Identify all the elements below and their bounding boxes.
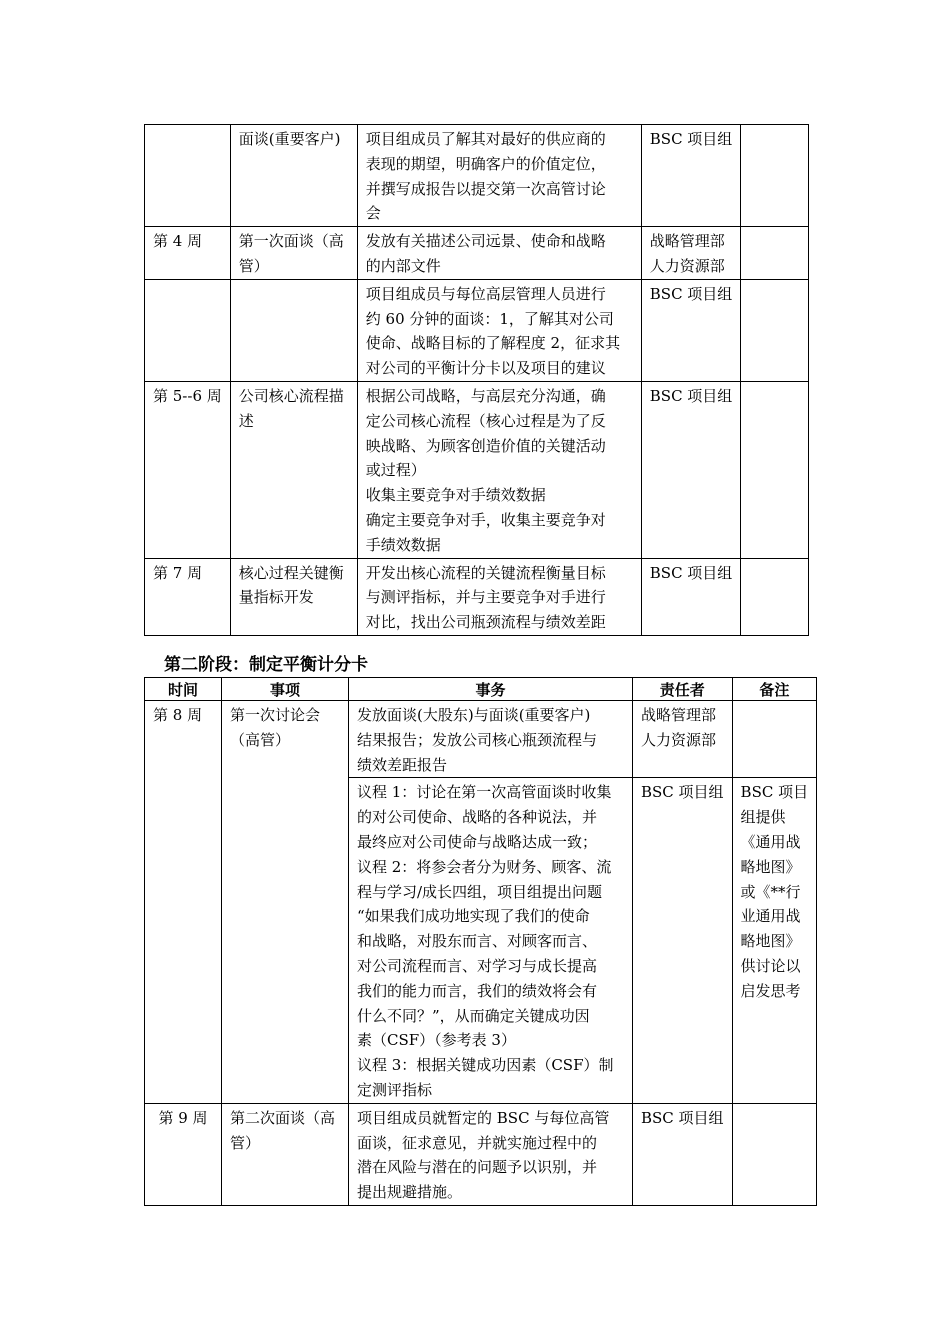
table-row (145, 279, 809, 381)
time-cell-text: 第 7 周 (153, 563, 203, 582)
schedule-table-phase1 (144, 124, 809, 636)
note-cell (741, 558, 809, 635)
task-cell-line: 议程 2：将参会者分为财务、顾客、流 (357, 857, 612, 876)
item-cell-line: （高管） (230, 730, 291, 749)
task-cell-line: 提出规避措施。 (357, 1183, 463, 1202)
task-cell (357, 381, 641, 558)
time-cell (145, 558, 231, 635)
owner-cell (641, 558, 741, 635)
task-cell-line: 对公司的平衡计分卡以及项目的建议 (365, 359, 606, 378)
owner-cell-line: 战略管理部 (641, 706, 717, 724)
task-cell (357, 558, 641, 635)
time-cell (145, 227, 231, 280)
owner-cell-line: 人力资源部 (641, 730, 717, 749)
time-cell-text: 第 4 周 (153, 232, 203, 251)
item-cell-line: 面谈(重要客户) (238, 130, 341, 148)
time-cell (145, 701, 222, 1104)
item-cell-line: 量指标开发 (238, 588, 314, 607)
time-cell (145, 1103, 222, 1205)
note-cell-line: 《通用战 (740, 832, 801, 851)
table-row (145, 227, 809, 280)
schedule-table-phase2 (144, 677, 817, 1206)
note-cell-line: 略地图》 (740, 932, 801, 951)
task-cell-line: 手绩效数据 (365, 535, 441, 554)
note-cell-line: 或《**行 (740, 882, 801, 901)
note-cell (741, 125, 809, 227)
item-cell-line: 核心过程关键衡 (238, 563, 344, 582)
task-cell-line: 的对公司使命、战略的各种说法，并 (357, 808, 598, 827)
task-cell-line: 定测评指标 (357, 1080, 433, 1099)
owner-cell-line: BSC 项目组 (641, 1108, 724, 1127)
task-cell-line: 项目组成员与每位高层管理人员进行 (365, 284, 606, 303)
task-cell-line: 面谈，征求意见，并就实施过程中的 (357, 1133, 598, 1152)
table-header-row (145, 678, 817, 701)
task-cell (349, 1103, 633, 1205)
note-cell-line: 启发思考 (740, 981, 801, 1000)
table-row (145, 558, 809, 635)
note-cell-line: 业通用战 (740, 907, 801, 926)
task-cell-line: 对比，找出公司瓶颈流程与绩效差距 (365, 613, 606, 632)
task-cell-line: 使命、战略目标的了解程度 2，征求其 (365, 334, 621, 353)
task-cell-line: 什么不同？”，从而确定关键成功因 (357, 1006, 590, 1025)
task-cell (349, 778, 633, 1103)
task-cell-line: 定公司核心流程（核心过程是为了反 (365, 411, 606, 430)
task-cell (349, 701, 633, 778)
owner-cell (641, 381, 741, 558)
task-cell-line: 开发出核心流程的关键流程衡量目标 (365, 563, 606, 582)
note-cell (732, 778, 817, 1103)
time-cell-text: 第 5--6 周 (153, 386, 222, 405)
item-cell (222, 701, 349, 1104)
table-row (145, 701, 817, 778)
owner-cell (633, 701, 733, 778)
owner-cell-line: BSC 项目组 (649, 563, 733, 582)
task-cell-line: 发放有关描述公司远景、使命和战略 (365, 232, 606, 251)
owner-cell-line: 战略管理部 (649, 232, 725, 251)
header-note: 备注 (732, 678, 817, 701)
task-cell-line: 潜在风险与潜在的问题予以识别，并 (357, 1158, 598, 1177)
task-cell-line: 收集主要竞争对手绩效数据 (365, 486, 546, 505)
note-cell (732, 1103, 817, 1205)
task-cell-line: 结果报告；发放公司核心瓶颈流程与 (357, 730, 598, 749)
header-owner: 责任者 (633, 678, 733, 701)
task-cell-line: 素（CSF）（参考表 3） (357, 1031, 516, 1050)
note-cell (741, 227, 809, 280)
task-cell-line: 约 60 分钟的面谈：1，了解其对公司 (365, 309, 614, 328)
item-cell-line: 第一次面谈（高 (238, 232, 344, 251)
time-cell-text: 第 8 周 (153, 706, 203, 724)
item-cell (230, 558, 357, 635)
owner-cell-line: BSC 项目组 (649, 130, 733, 148)
task-cell-line: 议程 3：根据关键成功因素（CSF）制 (357, 1056, 614, 1075)
item-cell-line: 第二次面谈（高 (230, 1108, 336, 1127)
note-cell (741, 381, 809, 558)
item-cell-line: 管） (238, 256, 269, 275)
task-cell-line: 根据公司战略，与高层充分沟通，确 (365, 386, 606, 405)
task-cell-line: 绩效差距报告 (357, 755, 448, 774)
task-cell (357, 227, 641, 280)
task-cell-line: “如果我们成功地实现了我们的使命 (357, 907, 590, 926)
header-task: 事务 (349, 678, 633, 701)
task-cell-line: 项目组成员了解其对最好的供应商的 (365, 130, 606, 148)
task-cell-line: 我们的能力而言，我们的绩效将会有 (357, 981, 598, 1000)
task-cell-line: 最终应对公司使命与战略达成一致； (357, 832, 598, 851)
task-cell (357, 279, 641, 381)
task-cell-line: 或过程） (365, 461, 426, 480)
task-cell-line: 程与学习/成长四组，项目组提出问题 (357, 882, 603, 901)
task-cell-line: 表现的期望，明确客户的价值定位， (365, 154, 606, 173)
owner-cell-line: 人力资源部 (649, 256, 725, 275)
item-cell (222, 1103, 349, 1205)
owner-cell-line: BSC 项目组 (649, 386, 733, 405)
item-cell-line: 述 (238, 411, 254, 430)
item-cell-line: 公司核心流程描 (238, 386, 344, 405)
owner-cell (641, 279, 741, 381)
section-title: 第二阶段：制定平衡计分卡 (164, 655, 368, 675)
task-cell-line: 的内部文件 (365, 256, 441, 275)
item-cell (230, 279, 357, 381)
item-cell-line: 管） (230, 1133, 261, 1152)
task-cell-line: 议程 1：讨论在第一次高管面谈时收集 (357, 783, 612, 802)
item-cell (230, 381, 357, 558)
table-row (145, 1103, 817, 1205)
note-cell (741, 279, 809, 381)
time-cell (145, 279, 231, 381)
owner-cell (633, 778, 733, 1103)
header-item: 事项 (222, 678, 349, 701)
time-cell-text: 第 9 周 (158, 1108, 208, 1127)
time-cell (145, 125, 231, 227)
task-cell-line: 对公司流程而言、对学习与成长提高 (357, 956, 598, 975)
owner-cell-line: BSC 项目组 (641, 783, 724, 802)
task-cell-line: 并撰写成报告以提交第一次高管讨论 (365, 179, 606, 198)
table-row (145, 125, 809, 227)
note-cell-line: 组提供 (740, 808, 786, 827)
item-cell-line: 第一次讨论会 (230, 706, 321, 724)
item-cell (230, 227, 357, 280)
owner-cell (633, 1103, 733, 1205)
time-cell (145, 381, 231, 558)
task-cell-line: 确定主要竞争对手，收集主要竞争对 (365, 510, 606, 529)
note-cell (732, 701, 817, 778)
owner-cell (641, 227, 741, 280)
note-cell-line: BSC 项目 (740, 783, 809, 802)
note-cell-line: 略地图》 (740, 857, 801, 876)
owner-cell-line: BSC 项目组 (649, 284, 733, 303)
task-cell-line: 会 (365, 204, 381, 223)
task-cell (357, 125, 641, 227)
header-time: 时间 (145, 678, 222, 701)
task-cell-line: 发放面谈(大股东)与面谈(重要客户) (357, 706, 591, 724)
task-cell-line: 映战略、为顾客创造价值的关键活动 (365, 436, 606, 455)
owner-cell (641, 125, 741, 227)
note-cell-line: 供讨论以 (740, 956, 801, 975)
table-row (145, 381, 809, 558)
task-cell-line: 与测评指标，并与主要竞争对手进行 (365, 588, 606, 607)
task-cell-line: 和战略，对股东而言、对顾客而言、 (357, 932, 598, 951)
item-cell (230, 125, 357, 227)
task-cell-line: 项目组成员就暂定的 BSC 与每位高管 (357, 1108, 610, 1127)
